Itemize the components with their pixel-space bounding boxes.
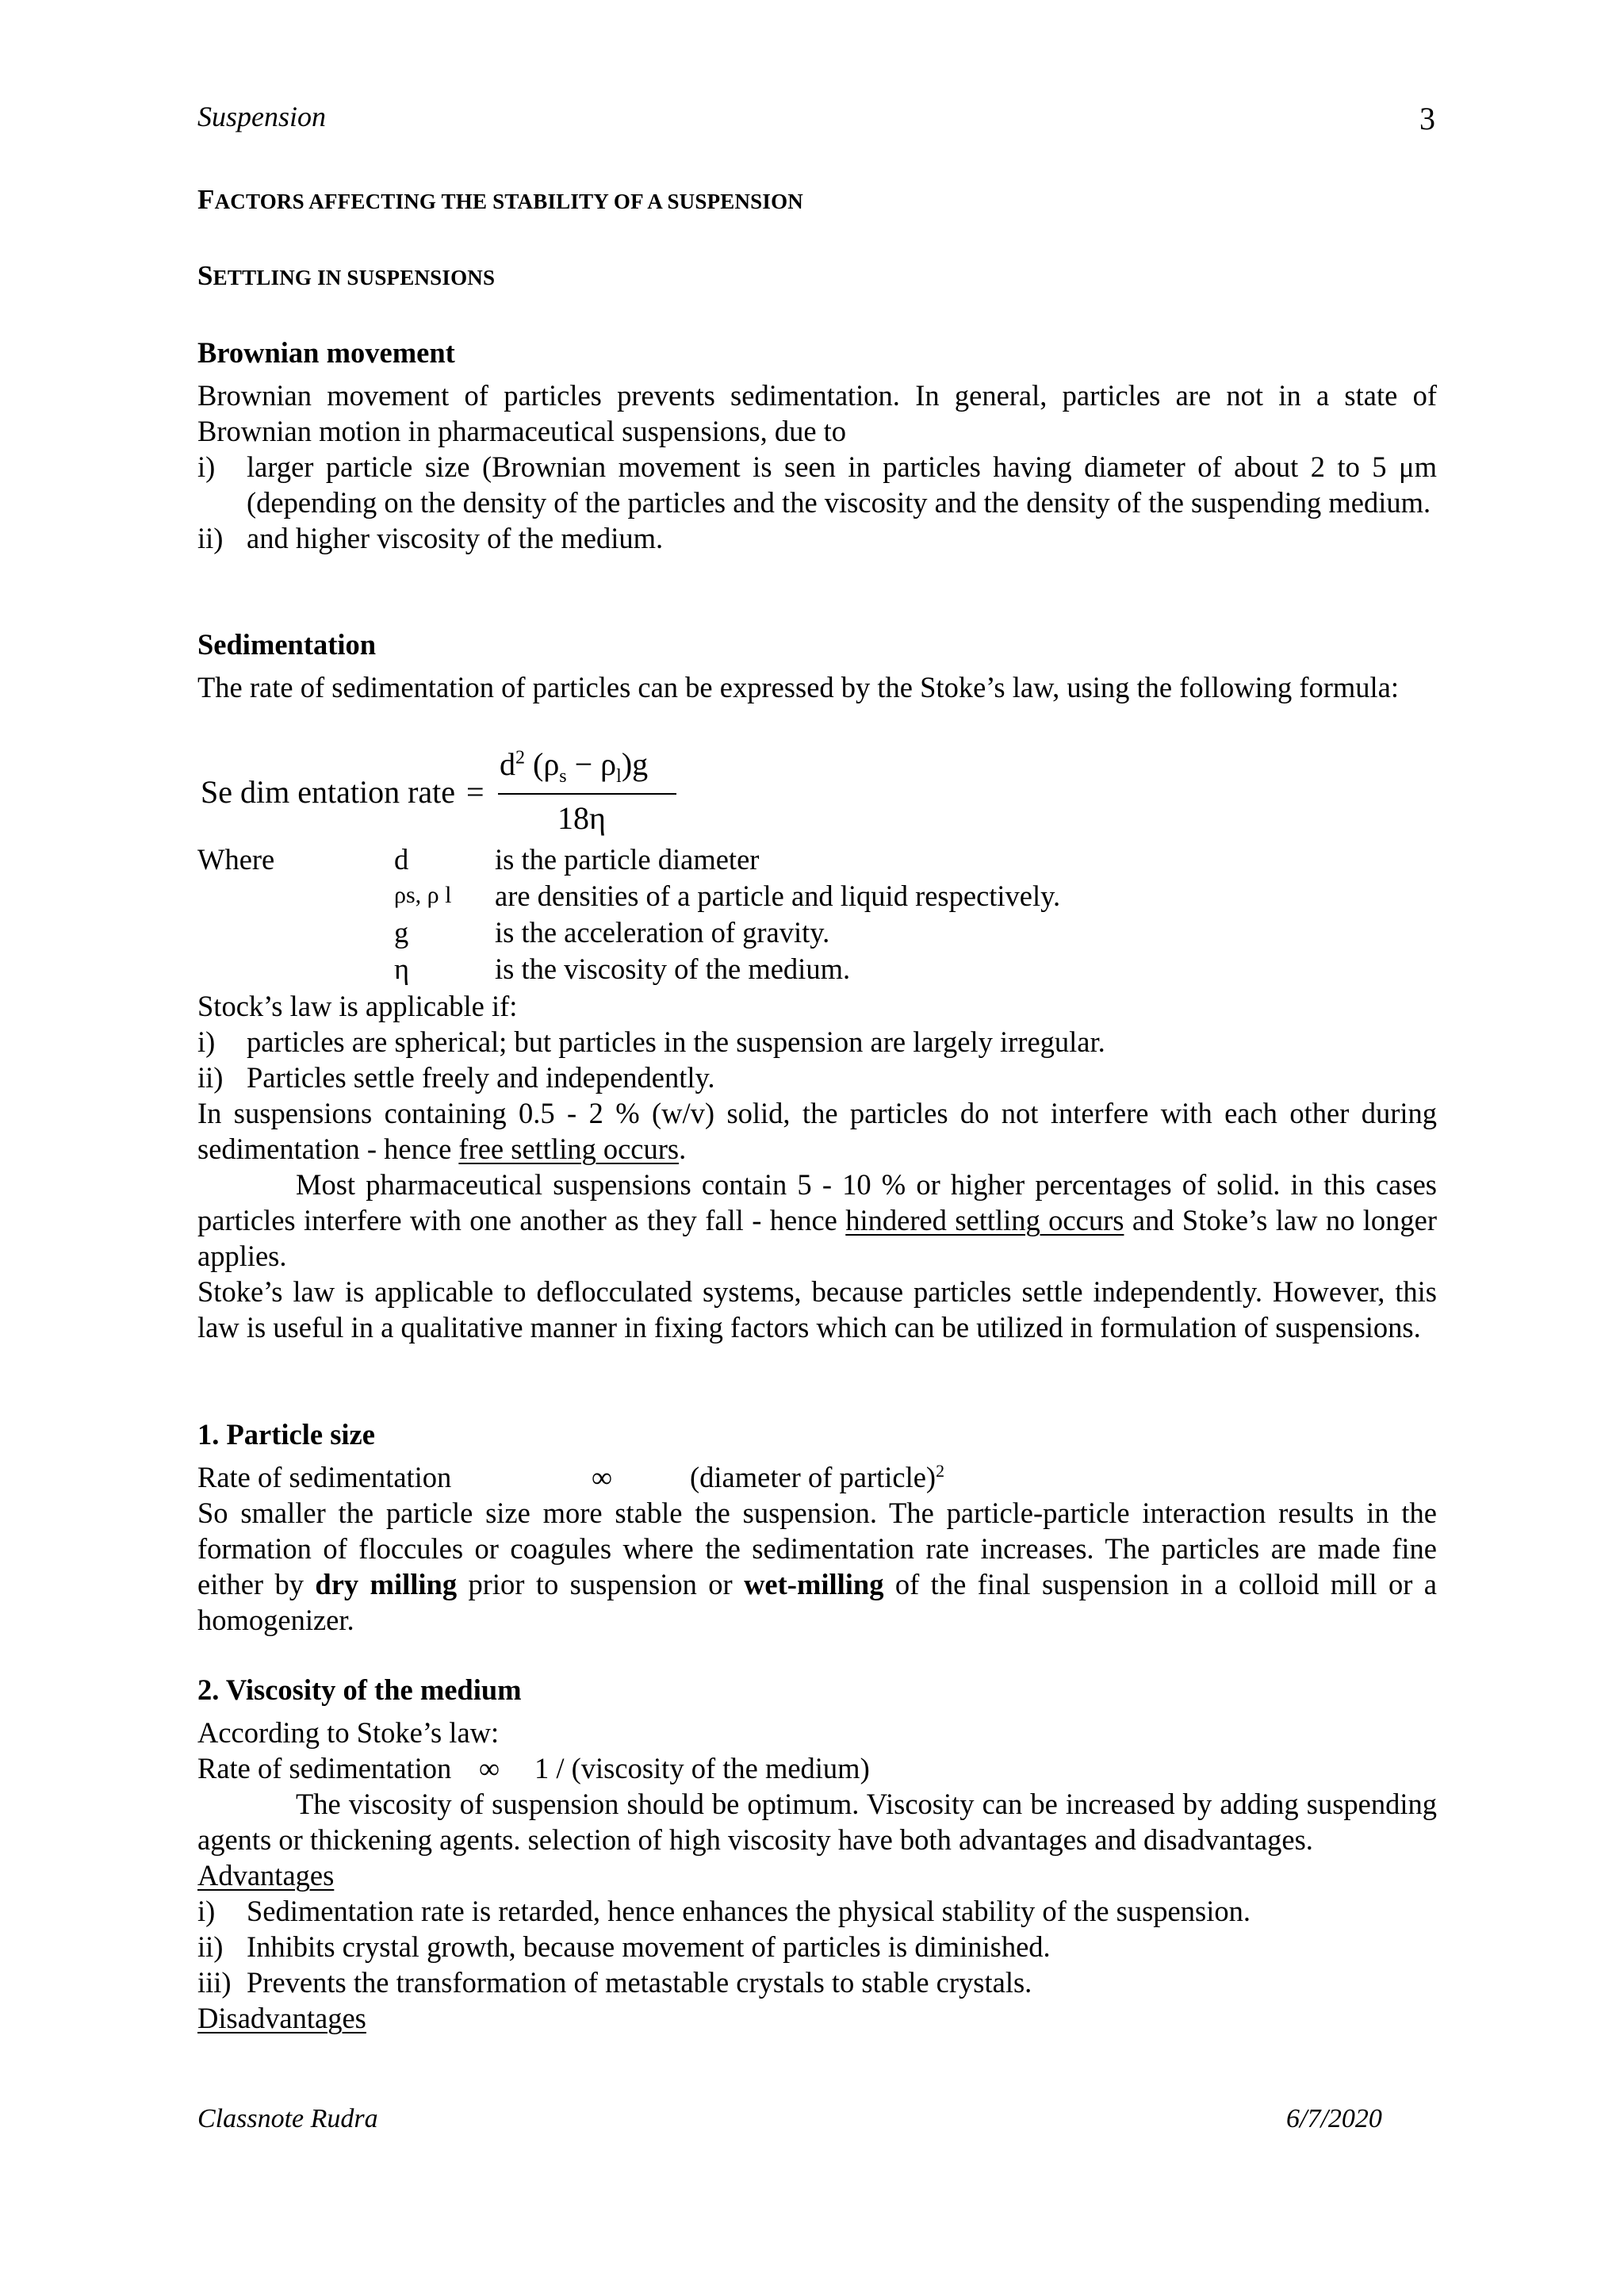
advantages-heading: Advantages [197,1859,335,1892]
section-heading-factors: FACTORS AFFECTING THE STABILITY OF A SUSPENSION [197,184,803,215]
hindered-settling-paragraph: Most pharmaceutical suspensions contain 5 - 10 % or higher percentages of solid. in this cases particles interfere with one another as they fall - hence hindered settling occurs and Stoke’s law no longer applies. [197,1168,1437,1272]
where-row-g: g is the acceleration of gravity. [394,916,830,949]
viscosity-heading: 2. Viscosity of the medium [197,1673,522,1706]
footer-date: 6/7/2020 [1286,2104,1382,2133]
stokes-law-item-1: i) particles are spherical; but particles in the suspension are largely irregular. [197,1025,1105,1058]
advantage-item-3: iii) Prevents the transformation of metastable crystals to stable crystals. [197,1966,1032,1999]
viscosity-paragraph: The viscosity of suspension should be optimum. Viscosity can be increased by adding suspending agents or thickening agents. selection of high viscosity have both advantages and disadvantages. [197,1788,1437,1856]
brownian-item-1: i) larger particle size (Brownian movement is seen in particles having diameter of about 2 to 5 μm (depending on the density of the particles and the viscosity and the density of the suspending medium. [197,450,1437,519]
section-heading-settling: SETTLING IN SUSPENSIONS [197,260,496,291]
sedimentation-heading: Sedimentation [197,628,377,661]
particle-size-paragraph: So smaller the particle size more stable the suspension. The particle-particle interaction results in the formation of floccules or coagules where the sedimentation rate increases. The particles are made fine either by dry milling prior to suspension or wet-milling of the final suspension in a colloid mill or a homogenizer. [197,1497,1437,1636]
sedimentation-paragraph: The rate of sedimentation of particles can be expressed by the Stoke’s law, using the following formula: [197,671,1399,703]
stokes-law-item-2: ii) Particles settle freely and independently. [197,1061,715,1094]
formula-fraction-bar [498,793,676,795]
deflocculated-paragraph: Stoke’s law is applicable to deflocculated systems, because particles settle independently. However, this law is useful in a qualitative manner in fixing factors which can be utilized in formulation of suspensions. [197,1275,1437,1343]
brownian-paragraph: Brownian movement of particles prevents sedimentation. In general, particles are not in a state of Brownian motion in pharmaceutical suspensions, due to [197,379,1437,447]
brownian-section [197,335,1437,556]
formula-equals: = [466,774,485,810]
particle-size-heading: 1. Particle size [197,1418,375,1451]
stokes-law-section [197,988,1437,1345]
viscosity-section [197,1672,1437,2036]
formula-numerator: $d^2$ $(\rho_s - \rho_l)g$ [500,746,649,787]
where-row-d: Where d is the particle diameter [197,843,760,876]
brownian-heading: Brownian movement [197,336,455,369]
where-row-rho: ρs, ρ l are densities of a particle and liquid respectively. [394,880,1061,912]
formula-lhs: Se dim entation rate [201,774,456,810]
formula-denominator: 18η [557,800,606,836]
advantage-item-2: ii) Inhibits crystal growth, because movement of particles is diminished. [197,1930,1051,1963]
disadvantages-heading: Disadvantages [197,2002,366,2034]
free-settling-paragraph: In suspensions containing 0.5 - 2 % (w/v) solid, the particles do not interfere with each other during sedimentation - hence free settling occurs. [197,1097,1437,1165]
where-row-eta: η is the viscosity of the medium. [394,953,851,985]
viscosity-line-1: According to Stoke’s law: [197,1716,500,1749]
page-number: 3 [1419,101,1435,136]
viscosity-relation: Rate of sedimentation ∞ 1 / (viscosity of the medium) [197,1752,870,1784]
stokes-law-intro: Stock’s law is applicable if: [197,990,518,1022]
advantage-item-1: i) Sedimentation rate is retarded, hence enhances the physical stability of the suspension. [197,1895,1251,1927]
sedimentation-section [197,627,1437,705]
running-header-title: Suspension [197,101,326,132]
brownian-item-2: ii) and higher viscosity of the medium. [197,522,664,554]
particle-size-relation: Rate of sedimentation ∞ (diameter of particle)$^2$ [197,1460,945,1493]
footer-author: Classnote Rudra [197,2104,378,2133]
particle-size-section [197,1416,1437,1638]
